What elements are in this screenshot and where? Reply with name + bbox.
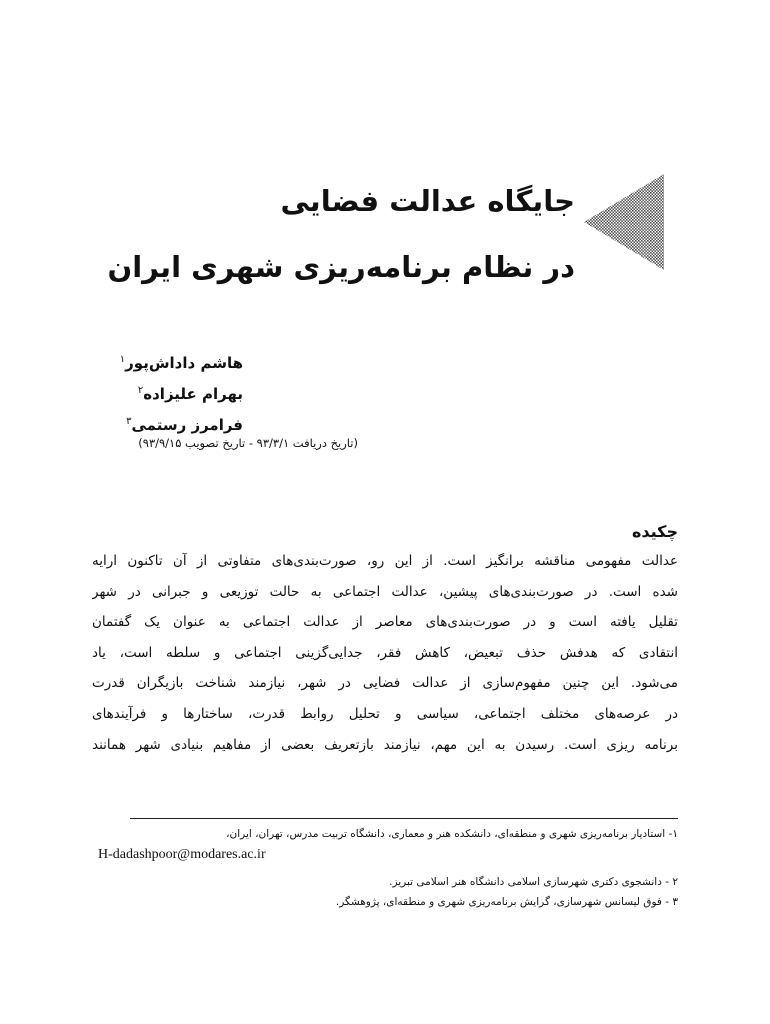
abstract-line: تقلیل یافته است و در صورت‌بندی‌های معاصر از عدالت اجتماعی به عنوان یک گفتمان [92, 614, 678, 631]
abstract-line: می‌شود. این چنین مفهوم‌سازی از عدالت فضایی در شهر، نیازمند شناخت بازیگران قدرت [92, 675, 678, 692]
article-title [95, 168, 575, 300]
author-footnote-mark: ۱ [119, 354, 126, 365]
abstract-line: برنامه ریزی است. رسیدن به این مهم، نیازمند بازتعریف بعضی از مفاهیم بنیادی شهر همانند [92, 736, 678, 753]
author-footnote-mark: ۳ [126, 416, 132, 427]
author-name: بهرام علیزاده [143, 385, 243, 403]
submission-dates: (تاریخ دریافت ۹۳/۳/۱ - تاریخ تصویب ۹۳/۹/۱۵) [138, 436, 358, 450]
abstract-line: انتقادی که هدفش حذف تبعیض، کاهش فقر، جدایی‌گزینی اجتماعی و سلطه است، یاد [92, 644, 678, 661]
abstract-line: در عرصه‌های مختلف اجتماعی، سیاسی و تحلیل روابط قدرت، ساختارها و فرآیندهای [92, 705, 678, 722]
author-name: هاشم داداش‌پور [125, 354, 243, 372]
footnote-divider [130, 818, 678, 819]
author-name: فرامرز رستمی [131, 416, 243, 434]
abstract-heading: چکیده [631, 522, 678, 541]
abstract-body [92, 546, 678, 760]
footnotes [90, 824, 678, 912]
title-ornament-icon [584, 174, 664, 270]
title-line-1: جایگاه عدالت فضایی [280, 184, 575, 218]
title-line-2: در نظام برنامه‌ریزی شهری ایران [107, 250, 575, 284]
footnote-1: ۱- استادیار برنامه‌ریزی شهری و منطقه‌ای، دانشکده هنر و معماری، دانشگاه تربیت مدرس، تهران، ایران، [226, 828, 678, 840]
author-1 [83, 346, 243, 377]
footnote-2: ۲ - دانشجوی دکتری شهرسازی اسلامی دانشگاه هنر اسلامی تبریز. [389, 876, 678, 888]
author-email-link[interactable]: H-dadashpoor@modares.ac.ir [98, 847, 266, 862]
footnote-3: ۳ - فوق لیسانس شهرسازی، گرایش برنامه‌ریزی شهری و منطقه‌ای، پژوهشگر. [335, 896, 678, 908]
abstract-line: شده است. در صورت‌بندی‌های پیشین، عدالت اجتماعی به حالت توزیعی و جبرانی در شهر [92, 583, 678, 600]
author-3 [83, 408, 243, 439]
abstract-line: عدالت مفهومی مناقشه برانگیز است. از این رو، صورت‌بندی‌های متفاوتی از آن تاکنون ارایه [92, 553, 678, 569]
author-footnote-mark: ۲ [137, 385, 144, 396]
author-2 [83, 377, 243, 408]
author-list [83, 346, 243, 439]
